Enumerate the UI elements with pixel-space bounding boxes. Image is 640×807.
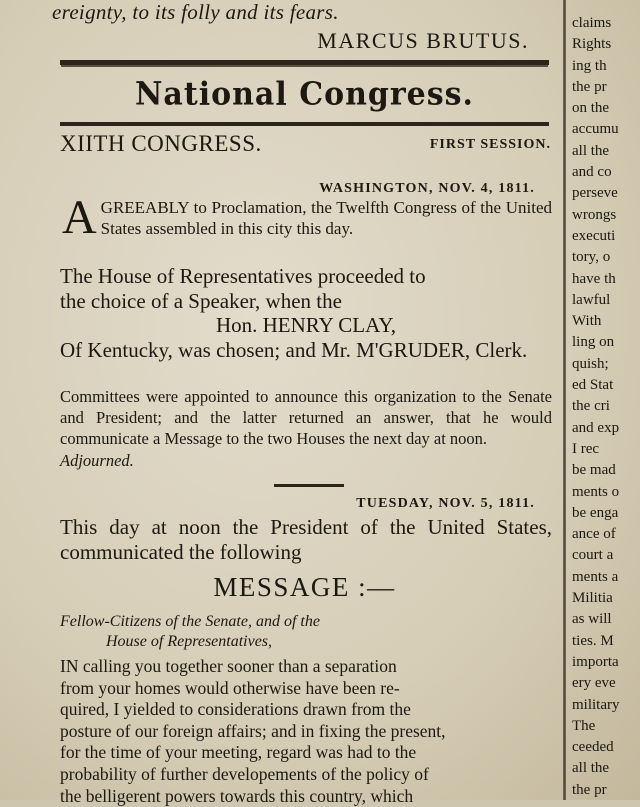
body-line: posture of our foreign affairs; and in fixing the present, [60,720,446,741]
separator-dash [274,484,344,487]
right-column-line: be enga [572,504,619,521]
address-lines [60,612,552,652]
dateline-washington: WASHINGTON, NOV. 4, 1811. [319,181,535,196]
right-column-line: perseve [572,185,618,202]
right-column-line: ments a [572,568,619,585]
right-column-line: quish; [572,355,609,372]
signature: MARCUS BRUTUS. [317,28,529,53]
speaker-line-2: the choice of a Speaker, when the [60,288,342,313]
right-column-line: the pr [572,781,607,798]
right-column-line: ties. M [572,632,614,649]
right-column-line: ed Stat [572,377,614,394]
section-rule [60,60,549,65]
message-heading: MESSAGE :— [213,572,396,602]
right-column-line: ing th [572,57,607,74]
right-column-line: the pr [572,78,607,95]
right-column-line: wrongs [572,206,617,223]
right-column-line: be mad [572,462,616,479]
right-column-line: court a [572,547,614,564]
speaker-name: Hon. HENRY CLAY, [215,313,397,337]
message-body [60,656,552,807]
masthead-rule [60,122,549,126]
body-line: probability of further developements of the policy of [60,763,429,784]
right-column-line: have th [572,270,616,287]
right-column-line: and co [572,164,612,181]
right-column-line: ance of [572,526,616,543]
body-line: IN calling you together sooner than a separation [60,656,397,676]
right-column-line: tory, o [572,249,611,266]
right-column-line: ery eve [572,675,616,692]
body-line: for the time of your meeting, regard was had to the [60,742,417,763]
right-column-line: and exp [572,419,620,436]
speaker-paragraph [60,264,552,362]
president-paragraph: This day at noon the President of the United States, communicated the following [60,515,552,564]
main-column [52,0,557,806]
right-column-line: on the [572,100,610,117]
session-line [52,131,557,157]
right-column [572,0,640,800]
right-column-line: The [572,717,596,734]
right-column-line: accumu [572,121,619,138]
right-column-line: executi [572,227,616,244]
right-column-line: all the [572,142,610,159]
adjourned-text: Adjourned. [60,450,134,470]
committees-text: Committees were appointed to announce this organization to the Senate and President; and the latter returned an answer, that he would communicate a Message to the two Houses the next day at noon. [60,387,552,449]
congress-label: XIITH CONGRESS. [60,131,262,156]
proclamation-paragraph [62,191,552,244]
right-column-line: Militia [572,590,613,607]
right-column-line: lawful [572,291,611,308]
session-label: FIRST SESSION. [429,137,551,152]
right-column-line: the cri [572,398,610,415]
proclamation-text: GREEABLY to Proclamation, the Twelfth Congress of the United States assembled in this city this day. [100,198,552,238]
section-masthead: National Congress. [134,76,474,113]
right-column-line: Rights [572,36,612,53]
right-column-line: claims [572,15,612,31]
right-column-line: as will [572,611,612,628]
body-line: from your homes would otherwise have been re- [60,677,400,698]
right-column-line: importa [572,653,619,670]
committees-paragraph [60,386,552,471]
body-line: quired, I yielded to considerations drawn from the [60,699,411,720]
right-column-line: ments o [572,483,620,500]
right-column-line: ling on [572,334,615,351]
speaker-tail: Of Kentucky, was chosen; and Mr. M'GRUDER, Clerk. [60,337,528,362]
body-line: the belligerent powers towards this country, which [60,785,414,806]
right-column-line: I rec [572,440,600,457]
right-column-line: ceeded [572,739,614,756]
address-line-1: Fellow-Citizens of the Senate, and of the [60,613,320,630]
dateline-tuesday: TUESDAY, NOV. 5, 1811. [356,496,535,511]
right-column-line: With [572,313,602,330]
right-column-line: all the [572,760,610,777]
previous-article-last-line: ereignty, to its folly and its fears. [52,0,339,24]
address-line-2: House of Representatives, [106,633,273,650]
column-divider [563,0,566,800]
right-column-line: military [572,696,620,713]
drop-cap: A [62,191,97,244]
speaker-line-1: The House of Representatives proceeded to [60,264,426,288]
